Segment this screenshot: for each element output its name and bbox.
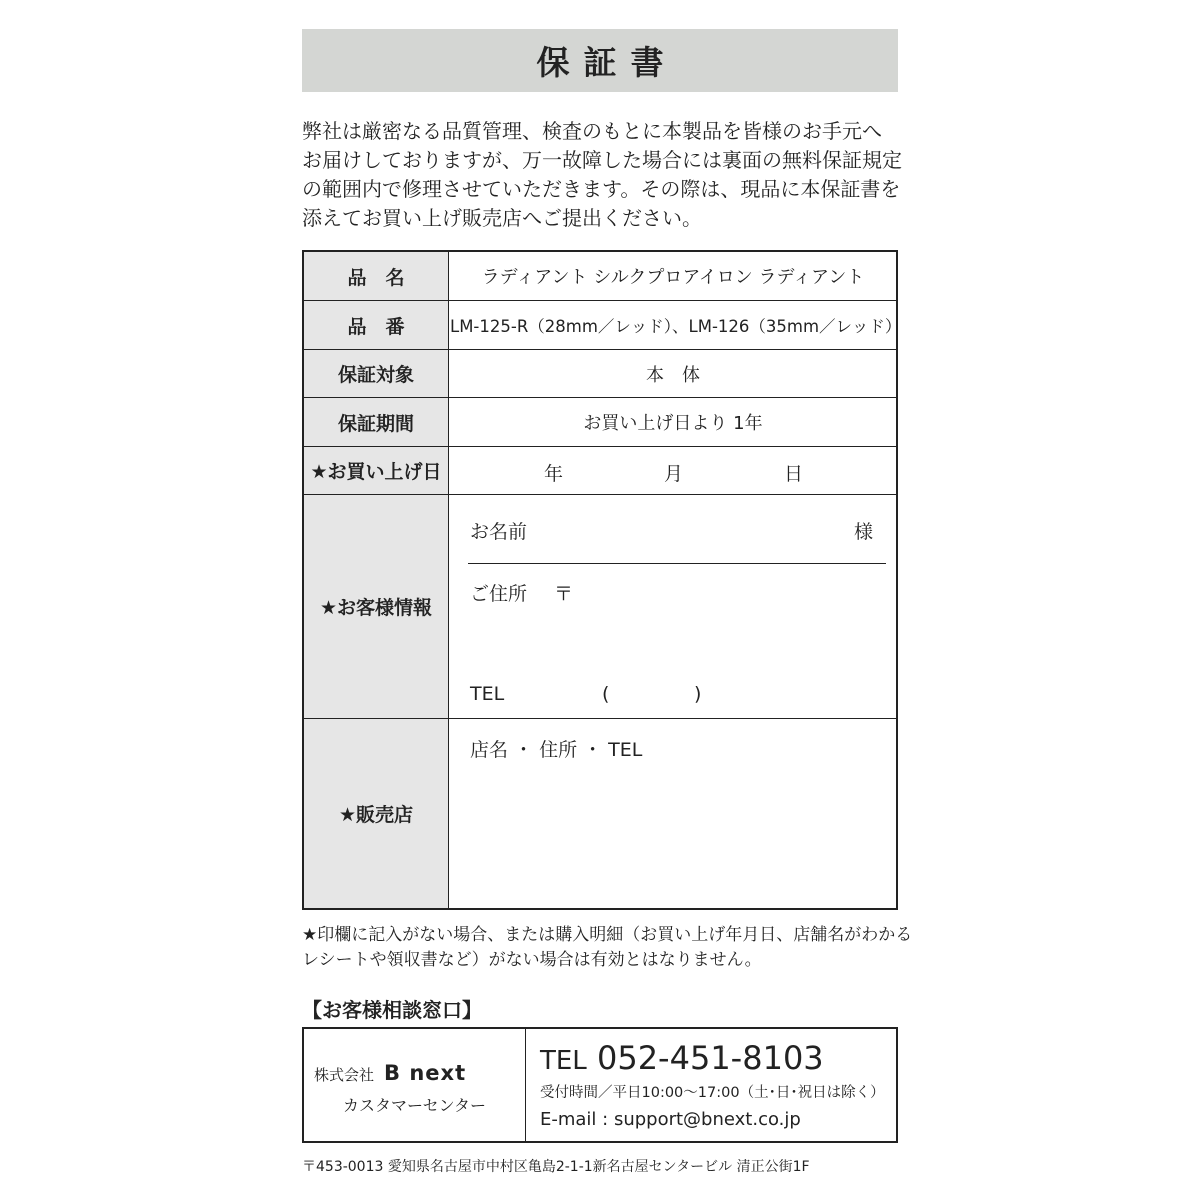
label-model-number: 品 番 <box>304 301 449 349</box>
company-address: 〒453-0013 愛知県名古屋市中村区亀島2-1-1新名古屋センタービル 清正公街1F <box>302 1159 810 1175</box>
honorific: 様 <box>854 521 874 543</box>
brand-logo: B next <box>384 1061 467 1085</box>
purchase-date-field[interactable] <box>450 447 896 494</box>
note-line: ★印欄に記入がない場合、または購入明細（お買い上げ年月日、店舗名がわかる <box>302 925 913 945</box>
customer-info-field[interactable] <box>450 495 896 718</box>
company-cell <box>304 1029 526 1141</box>
row-product-name <box>304 252 896 301</box>
name-underline <box>468 563 886 564</box>
label-customer-info: ★お客様情報 <box>304 495 449 718</box>
tel-number[interactable]: 052-451-8103 <box>596 1039 824 1077</box>
store-hint: 店名 ・ 住所 ・ TEL <box>470 739 643 761</box>
validity-note <box>302 923 913 973</box>
intro-line: の範囲内で修理させていただきます。その際は、現品に本保証書を <box>302 177 901 201</box>
value-coverage: 本 体 <box>646 364 700 386</box>
warranty-table <box>302 250 902 910</box>
label-store: ★販売店 <box>304 719 449 908</box>
company-line <box>314 1061 466 1085</box>
value-model-number: LM-125-R（28mm／レッド）、LM-126（35mm／レッド） <box>450 317 902 336</box>
year-unit: 年 <box>544 463 564 485</box>
tel-paren-close: ) <box>694 683 702 705</box>
name-label: お名前 <box>470 521 528 543</box>
value-product-name: ラディアント シルクプロアイロン ラディアント <box>481 267 865 288</box>
contact-heading: 【お客様相談窓口】 <box>302 998 482 1022</box>
reception-hours: 受付時間／平日10:00〜17:00（土･日･祝日は除く） <box>540 1085 885 1101</box>
customer-center-name: カスタマーセンター <box>342 1096 487 1115</box>
intro-line: 弊社は厳密なる品質管理、検査のもとに本製品を皆様のお手元へ <box>302 119 882 143</box>
page-title: 保証書 <box>536 43 678 82</box>
row-purchase-date <box>304 447 896 495</box>
row-period <box>304 398 896 447</box>
postal-mark: 〒 <box>554 583 574 605</box>
row-coverage <box>304 350 896 398</box>
company-prefix: 株式会社 <box>314 1066 375 1084</box>
tel-paren-open: ( <box>602 683 610 705</box>
tel-label: TEL <box>470 683 505 705</box>
intro-text <box>302 117 902 233</box>
label-coverage: 保証対象 <box>304 350 449 397</box>
tel-prefix: TEL <box>540 1046 587 1076</box>
note-line: レシートや領収書など）がない場合は有効とはなりません。 <box>302 950 762 970</box>
contact-email[interactable]: E-mail : support@bnext.co.jp <box>540 1109 801 1130</box>
row-store <box>304 719 896 908</box>
row-customer-info <box>304 495 896 719</box>
intro-line: お届けしておりますが、万一故障した場合には裏面の無料保証規定 <box>302 148 902 172</box>
contact-phone <box>540 1039 824 1077</box>
value-period: お買い上げ日より 1年 <box>583 413 763 434</box>
label-product-name: 品 名 <box>304 252 449 300</box>
intro-line: 添えてお買い上げ販売店へご提出ください。 <box>302 206 702 230</box>
label-purchase-date: ★お買い上げ日 <box>304 447 449 494</box>
address-label: ご住所 <box>470 583 528 605</box>
month-unit: 月 <box>664 463 684 485</box>
row-model-number <box>304 301 902 350</box>
store-field[interactable] <box>450 719 896 908</box>
label-period: 保証期間 <box>304 398 449 446</box>
contact-box <box>302 1027 898 1143</box>
day-unit: 日 <box>784 463 804 485</box>
title-bar <box>302 29 898 92</box>
